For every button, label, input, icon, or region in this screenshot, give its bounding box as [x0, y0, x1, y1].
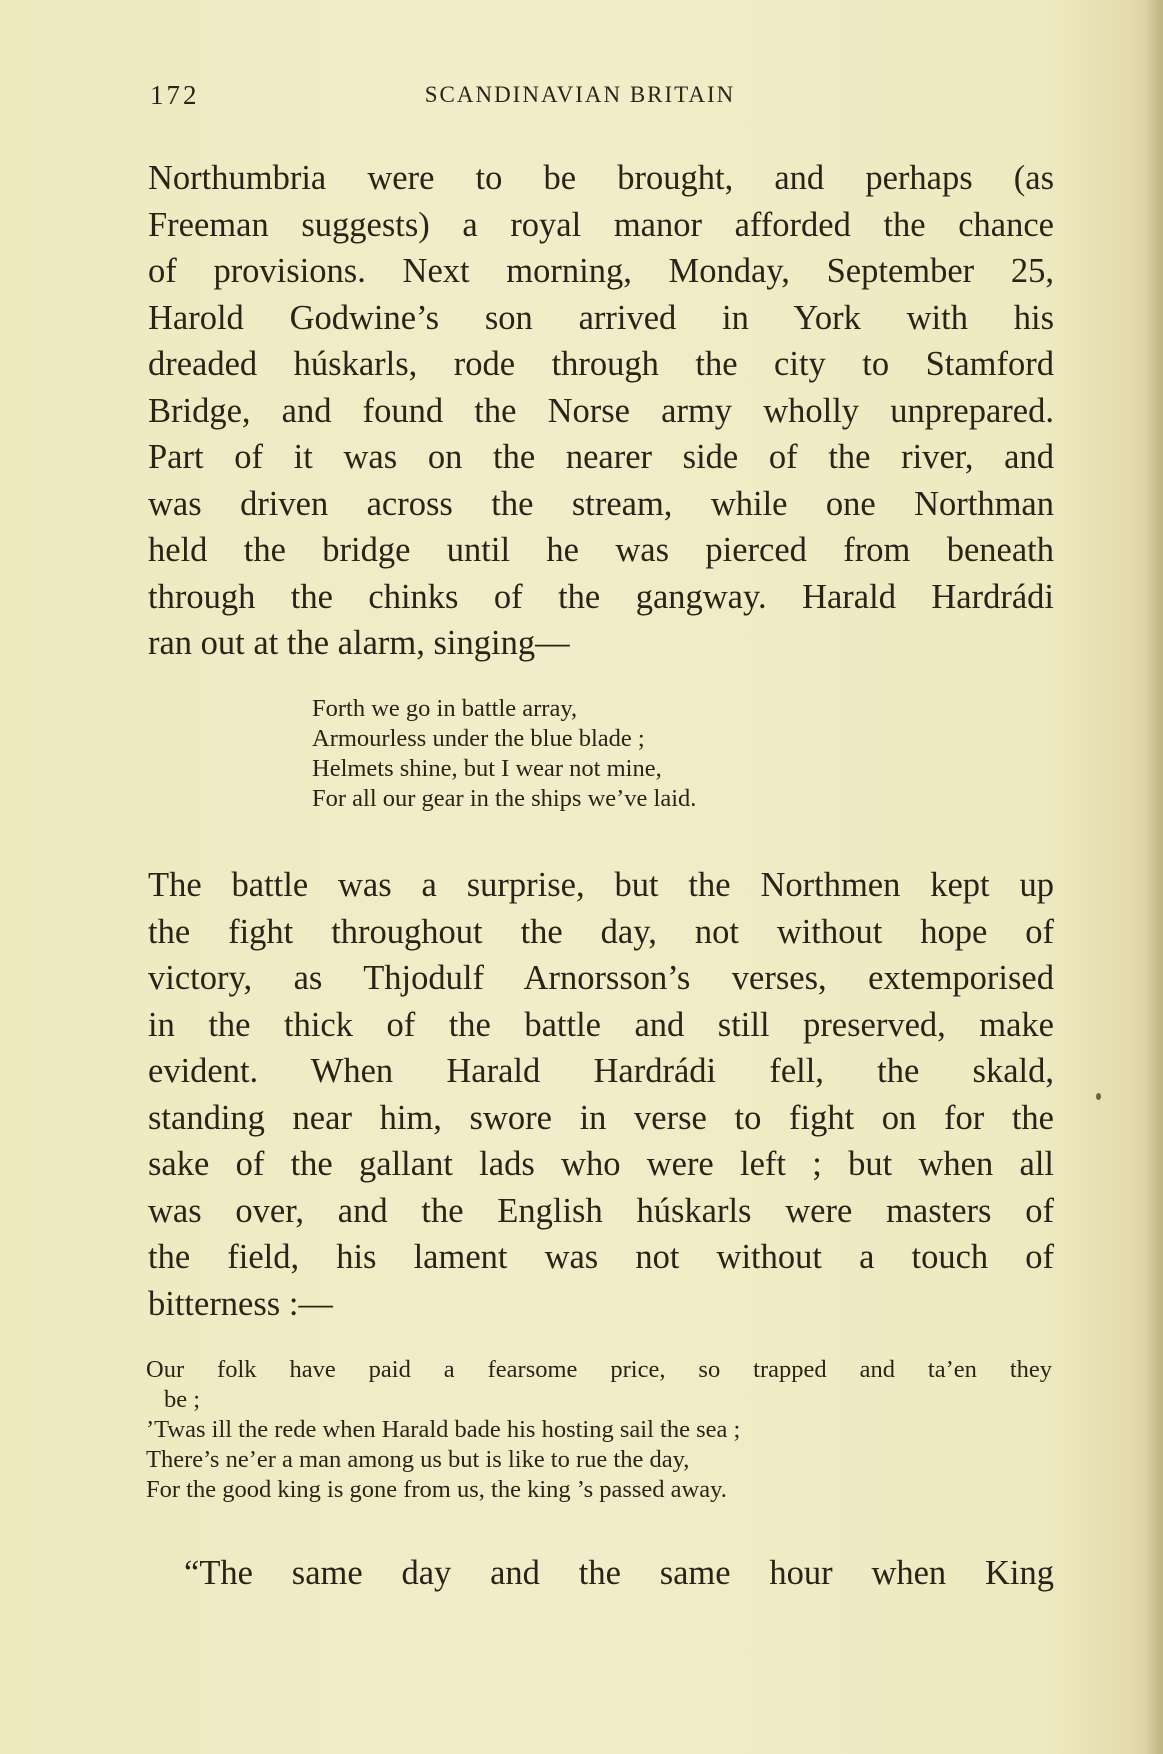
text-line: evident. When Harald Hardrádi fell, the skald, [148, 1052, 1054, 1090]
verse-block-2 [146, 1355, 1052, 1505]
verse-line: be ; [164, 1386, 201, 1413]
text-line: Northumbria were to be brought, and perhaps (as [148, 159, 1054, 197]
page-edge-shadow [1145, 0, 1163, 1754]
paragraph-2 [148, 862, 1054, 1327]
verse-line: For all our gear in the ships we’ve laid. [312, 785, 697, 812]
text-line: dreaded húskarls, rode through the city to Stamford [148, 345, 1054, 383]
text-line: standing near him, swore in verse to fight on for the [148, 1098, 1054, 1137]
text-line: was over, and the English húskarls were masters of [148, 1191, 1054, 1230]
verse-line: Forth we go in battle array, [312, 695, 578, 722]
text-line: was driven across the stream, while one Northman [148, 484, 1054, 523]
text-line: Harold Godwine’s son arrived in York with his [148, 298, 1054, 337]
text-line: victory, as Thjodulf Arnorsson’s verses, extemporised [148, 959, 1054, 997]
text-line: ran out at the alarm, singing— [148, 624, 570, 662]
verse-line: Our folk have paid a fearsome price, so trapped and ta’en they [146, 1356, 1052, 1383]
text-line: sake of the gallant lads who were left ; but when all [148, 1145, 1054, 1183]
text-line: the field, his lament was not without a touch of [148, 1238, 1054, 1276]
text-line: bitterness :— [148, 1284, 333, 1323]
verse-line: ’Twas ill the rede when Harald bade his hosting sail the sea ; [146, 1416, 741, 1443]
paragraph-3 [148, 1550, 1054, 1597]
verse-line: There’s ne’er a man among us but is like to rue the day, [146, 1446, 690, 1473]
text-line: “The same day and the same hour when King [184, 1554, 1054, 1592]
text-line: in the thick of the battle and still preserved, make [148, 1005, 1054, 1044]
ink-speck [1096, 1093, 1101, 1100]
text-line: The battle was a surprise, but the Northmen kept up [148, 866, 1054, 904]
page-number: 172 [150, 80, 200, 110]
verse-line: Armourless under the blue blade ; [312, 725, 645, 752]
running-head: SCANDINAVIAN BRITAIN [424, 82, 736, 107]
text-line: held the bridge until he was pierced from beneath [148, 531, 1054, 569]
page-header [150, 80, 1055, 120]
verse-line: Helmets shine, but I wear not mine, [312, 755, 662, 782]
paragraph-1 [148, 155, 1054, 667]
text-line: Freeman suggests) a royal manor afforded the chance [148, 205, 1054, 244]
text-line: Bridge, and found the Norse army wholly unprepared. [148, 391, 1054, 430]
text-line: Part of it was on the nearer side of the river, and [148, 438, 1054, 476]
verse-line: For the good king is gone from us, the king ’s passed away. [146, 1476, 727, 1503]
text-line: of provisions. Next morning, Monday, September 25, [148, 252, 1054, 290]
text-line: the fight throughout the day, not without hope of [148, 912, 1054, 951]
verse-block-1 [312, 694, 696, 814]
text-line: through the chinks of the gangway. Harald Hardrádi [148, 577, 1054, 616]
